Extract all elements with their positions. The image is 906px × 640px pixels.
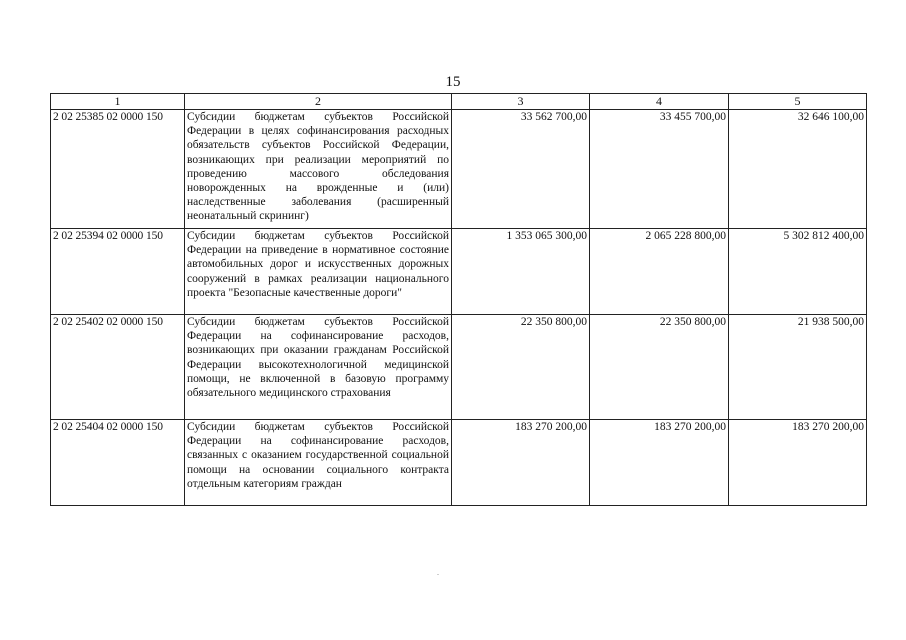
budget-code-cell: 2 02 25385 02 0000 150 bbox=[51, 110, 185, 229]
budget-code-cell: 2 02 25404 02 0000 150 bbox=[51, 420, 185, 506]
column-header: 4 bbox=[590, 94, 729, 110]
description-cell: Субсидии бюджетам субъектов Российской Федерации на приведение в нормативное состояние автомобильных дорог и искусственных дорожных сооружений в рамках реализации национального проекта "Безопасные качественные дороги" bbox=[185, 229, 452, 315]
amount-cell-col5: 183 270 200,00 bbox=[729, 420, 867, 506]
budget-code-cell: 2 02 25402 02 0000 150 bbox=[51, 315, 185, 420]
budget-table bbox=[50, 93, 867, 506]
amount-cell-col4: 183 270 200,00 bbox=[590, 420, 729, 506]
table-row bbox=[51, 110, 867, 229]
column-header: 3 bbox=[452, 94, 590, 110]
amount-cell-col4: 2 065 228 800,00 bbox=[590, 229, 729, 315]
description-cell: Субсидии бюджетам субъектов Российской Федерации на софинансирование расходов, возникающих при оказании гражданам Российской Федерации высокотехнологичной медицинской помощи, не включенной в базовую программу обязательного медицинского страхования bbox=[185, 315, 452, 420]
amount-cell-col4: 22 350 800,00 bbox=[590, 315, 729, 420]
amount-cell-col3: 1 353 065 300,00 bbox=[452, 229, 590, 315]
column-header: 5 bbox=[729, 94, 867, 110]
table-row bbox=[51, 420, 867, 506]
table-row bbox=[51, 315, 867, 420]
amount-cell-col5: 32 646 100,00 bbox=[729, 110, 867, 229]
table-header-row bbox=[51, 94, 867, 110]
amount-cell-col3: 183 270 200,00 bbox=[452, 420, 590, 506]
amount-cell-col4: 33 455 700,00 bbox=[590, 110, 729, 229]
amount-cell-col5: 5 302 812 400,00 bbox=[729, 229, 867, 315]
column-header: 1 bbox=[51, 94, 185, 110]
budget-code-cell: 2 02 25394 02 0000 150 bbox=[51, 229, 185, 315]
scan-speck bbox=[437, 574, 439, 575]
description-cell: Субсидии бюджетам субъектов Российской Федерации в целях софинансирования расходных обязательств субъектов Российской Федерации, возникающих при реализации мероприятий по проведению массового обследования новорожденных на врожденные и (или) наследственные заболевания (расширенный неонатальный скрининг) bbox=[185, 110, 452, 229]
description-cell: Субсидии бюджетам субъектов Российской Федерации на софинансирование расходов, связанных с оказанием государственной социальной помощи на основании социального контракта отдельным категориям граждан bbox=[185, 420, 452, 506]
amount-cell-col5: 21 938 500,00 bbox=[729, 315, 867, 420]
amount-cell-col3: 22 350 800,00 bbox=[452, 315, 590, 420]
page-number: 15 bbox=[445, 74, 461, 90]
table-row bbox=[51, 229, 867, 315]
column-header: 2 bbox=[185, 94, 452, 110]
amount-cell-col3: 33 562 700,00 bbox=[452, 110, 590, 229]
